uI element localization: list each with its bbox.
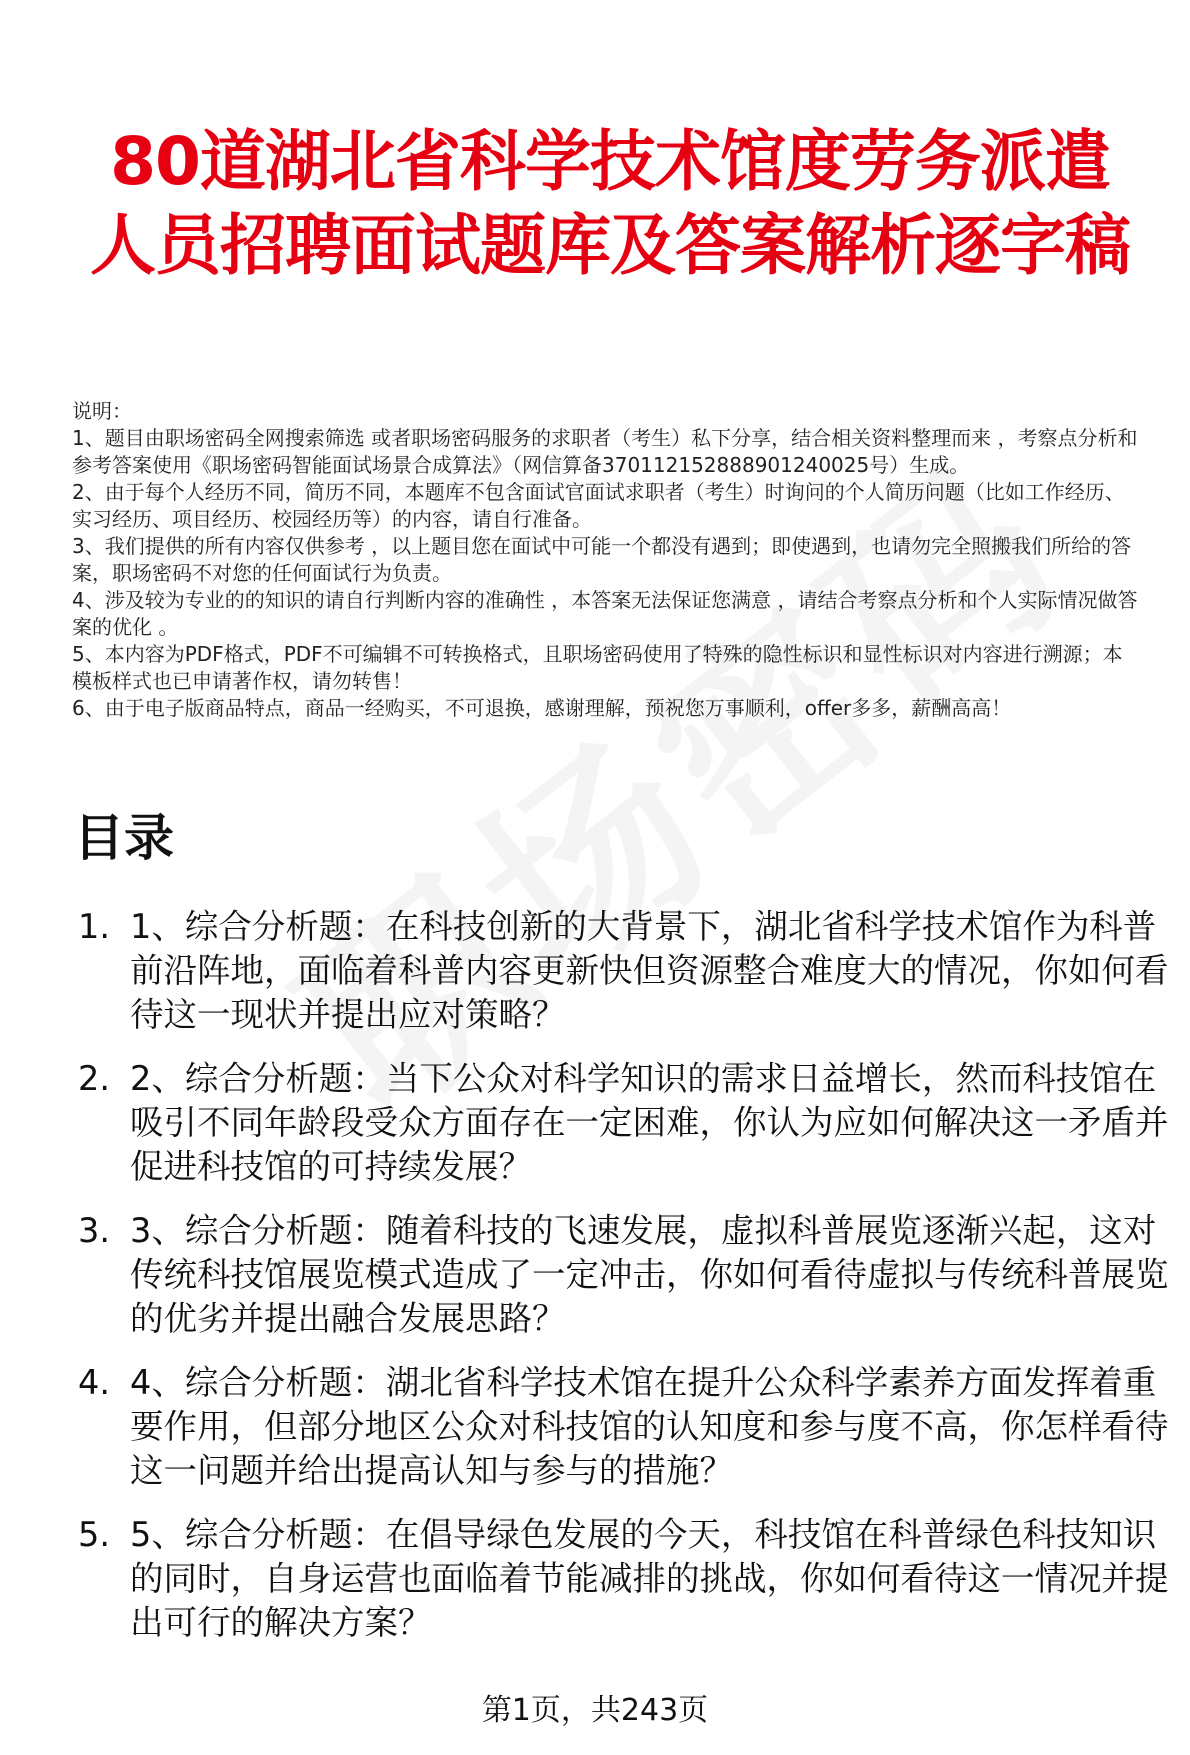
toc-item[interactable] [78, 905, 1173, 1037]
document-title: 80道湖北省科学技术馆度劳务派遣人员招聘面试题库及答案解析逐字稿 [90, 123, 1130, 284]
note-item: 4、涉及较为专业的的知识的请自行判断内容的准确性 ，本答案无法保证您满意 ，请结合考察点分析和个人实际情况做答案的优化 。 [72, 588, 1138, 639]
toc-item-text[interactable]: 3、综合分析题：随着科技的飞速发展，虚拟科普展览逐渐兴起，这对传统科技馆展览模式造成了一定冲击，你如何看待虚拟与传统科普展览的优劣并提出融合发展思路？ [130, 1211, 1169, 1338]
note-item: 3、我们提供的所有内容仅供参考 ，以上题目您在面试中可能一个都没有遇到；即使遇到，也请勿完全照搬我们所给的答案，职场密码不对您的任何面试行为负责。 [72, 534, 1132, 585]
toc-item-number: 5. [78, 1515, 110, 1554]
toc-item[interactable] [78, 1513, 1173, 1645]
note-item: 6、由于电子版商品特点，商品一经购买，不可退换，感谢理解，预祝您万事顺利，offer多多，薪酬高高！ [72, 696, 1012, 720]
note-item: 5、本内容为PDF格式，PDF不可编辑不可转换格式，且职场密码使用了特殊的隐性标识和显性标识对内容进行溯源；本模板样式也已申请著作权，请勿转售！ [72, 642, 1123, 693]
toc-item-number: 2. [78, 1059, 110, 1098]
note-item: 2、由于每个人经历不同，简历不同，本题库不包含面试官面试求职者（考生）时询问的个人简历问题（比如工作经历、实习经历、项目经历、校园经历等）的内容，请自行准备。 [72, 480, 1125, 531]
toc-item-number: 1. [78, 907, 110, 946]
toc-item-text[interactable]: 4、综合分析题：湖北省科学技术馆在提升公众科学素养方面发挥着重要作用，但部分地区公众对科技馆的认知度和参与度不高，你怎样看待这一问题并给出提高认知与参与的措施？ [130, 1363, 1169, 1490]
toc-item-text[interactable]: 2、综合分析题：当下公众对科学知识的需求日益增长，然而科技馆在吸引不同年龄段受众方面存在一定困难，你认为应如何解决这一矛盾并促进科技馆的可持续发展？ [130, 1059, 1169, 1186]
page-footer: 第1页，共243页 [481, 1693, 709, 1728]
toc-item-number: 3. [78, 1211, 110, 1250]
toc-item[interactable] [78, 1209, 1173, 1341]
toc-heading: 目录 [74, 809, 174, 867]
toc-item-text[interactable]: 5、综合分析题：在倡导绿色发展的今天，科技馆在科普绿色科技知识的同时，自身运营也面临着节能减排的挑战，你如何看待这一情况并提出可行的解决方案？ [130, 1515, 1169, 1642]
toc-item[interactable] [78, 1057, 1173, 1189]
notes-heading: 说明： [72, 399, 132, 423]
toc-item-number: 4. [78, 1363, 110, 1402]
notes-section [72, 398, 1142, 722]
toc-item-text[interactable]: 1、综合分析题：在科技创新的大背景下，湖北省科学技术馆作为科普前沿阵地，面临着科普内容更新快但资源整合难度大的情况，你如何看待这一现状并提出应对策略？ [130, 907, 1169, 1034]
note-item: 1、题目由职场密码全网搜索筛选 或者职场密码服务的求职者（考生）私下分享，结合相关资料整理而来 ，考察点分析和参考答案使用《职场密码智能面试场景合成算法》（网信算备370112152888901240025号）生成。 [72, 426, 1138, 477]
toc-list [78, 905, 1173, 1665]
toc-item[interactable] [78, 1361, 1173, 1493]
